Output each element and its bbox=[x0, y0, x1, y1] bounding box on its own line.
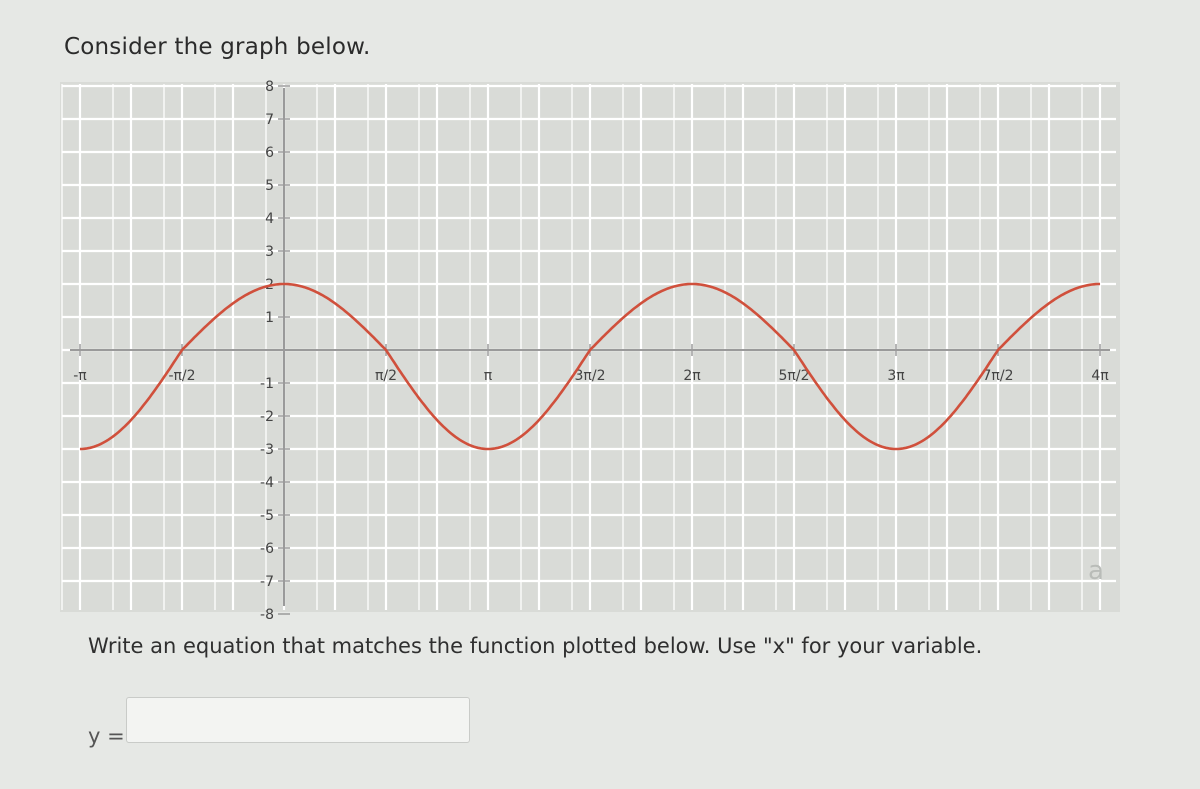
x-tick-label: 7π/2 bbox=[982, 368, 1014, 384]
y-tick-label: -4 bbox=[260, 475, 274, 491]
x-tick-label: -π bbox=[73, 368, 87, 384]
y-tick-label: 1 bbox=[265, 310, 274, 326]
x-tick-label: 4π bbox=[1091, 368, 1109, 384]
y-tick-label: 4 bbox=[265, 211, 274, 227]
x-tick-label: 5π/2 bbox=[778, 368, 810, 384]
y-tick-label: -7 bbox=[260, 574, 274, 590]
y-tick-label: 7 bbox=[265, 112, 274, 128]
answer-input[interactable] bbox=[126, 697, 470, 743]
x-tick-label: 3π bbox=[887, 368, 905, 384]
corner-mark: a bbox=[1088, 556, 1104, 586]
instruction-text: Write an equation that matches the function plotted below. Use "x" for your variable. bbox=[88, 634, 983, 658]
y-tick-label: -8 bbox=[260, 607, 274, 620]
x-tick-label: π/2 bbox=[374, 368, 398, 384]
y-tick-label: -1 bbox=[260, 376, 274, 392]
y-tick-label: 2 bbox=[265, 277, 274, 293]
y-tick-label: -3 bbox=[260, 442, 274, 458]
y-tick-label: -6 bbox=[260, 541, 274, 557]
y-tick-label: 3 bbox=[265, 244, 274, 260]
y-tick-label: 6 bbox=[265, 145, 274, 161]
y-tick-label: -2 bbox=[260, 409, 274, 425]
y-tick-label: -5 bbox=[260, 508, 274, 524]
x-tick-label: 2π bbox=[683, 368, 701, 384]
x-tick-label: π bbox=[483, 368, 493, 384]
prompt-text: Consider the graph below. bbox=[64, 34, 371, 60]
x-tick-label: 3π/2 bbox=[574, 368, 606, 384]
y-tick-label: 8 bbox=[265, 79, 274, 95]
x-tick-label: -π/2 bbox=[168, 368, 196, 384]
answer-label: y = bbox=[88, 724, 125, 748]
y-tick-label: 5 bbox=[265, 178, 274, 194]
